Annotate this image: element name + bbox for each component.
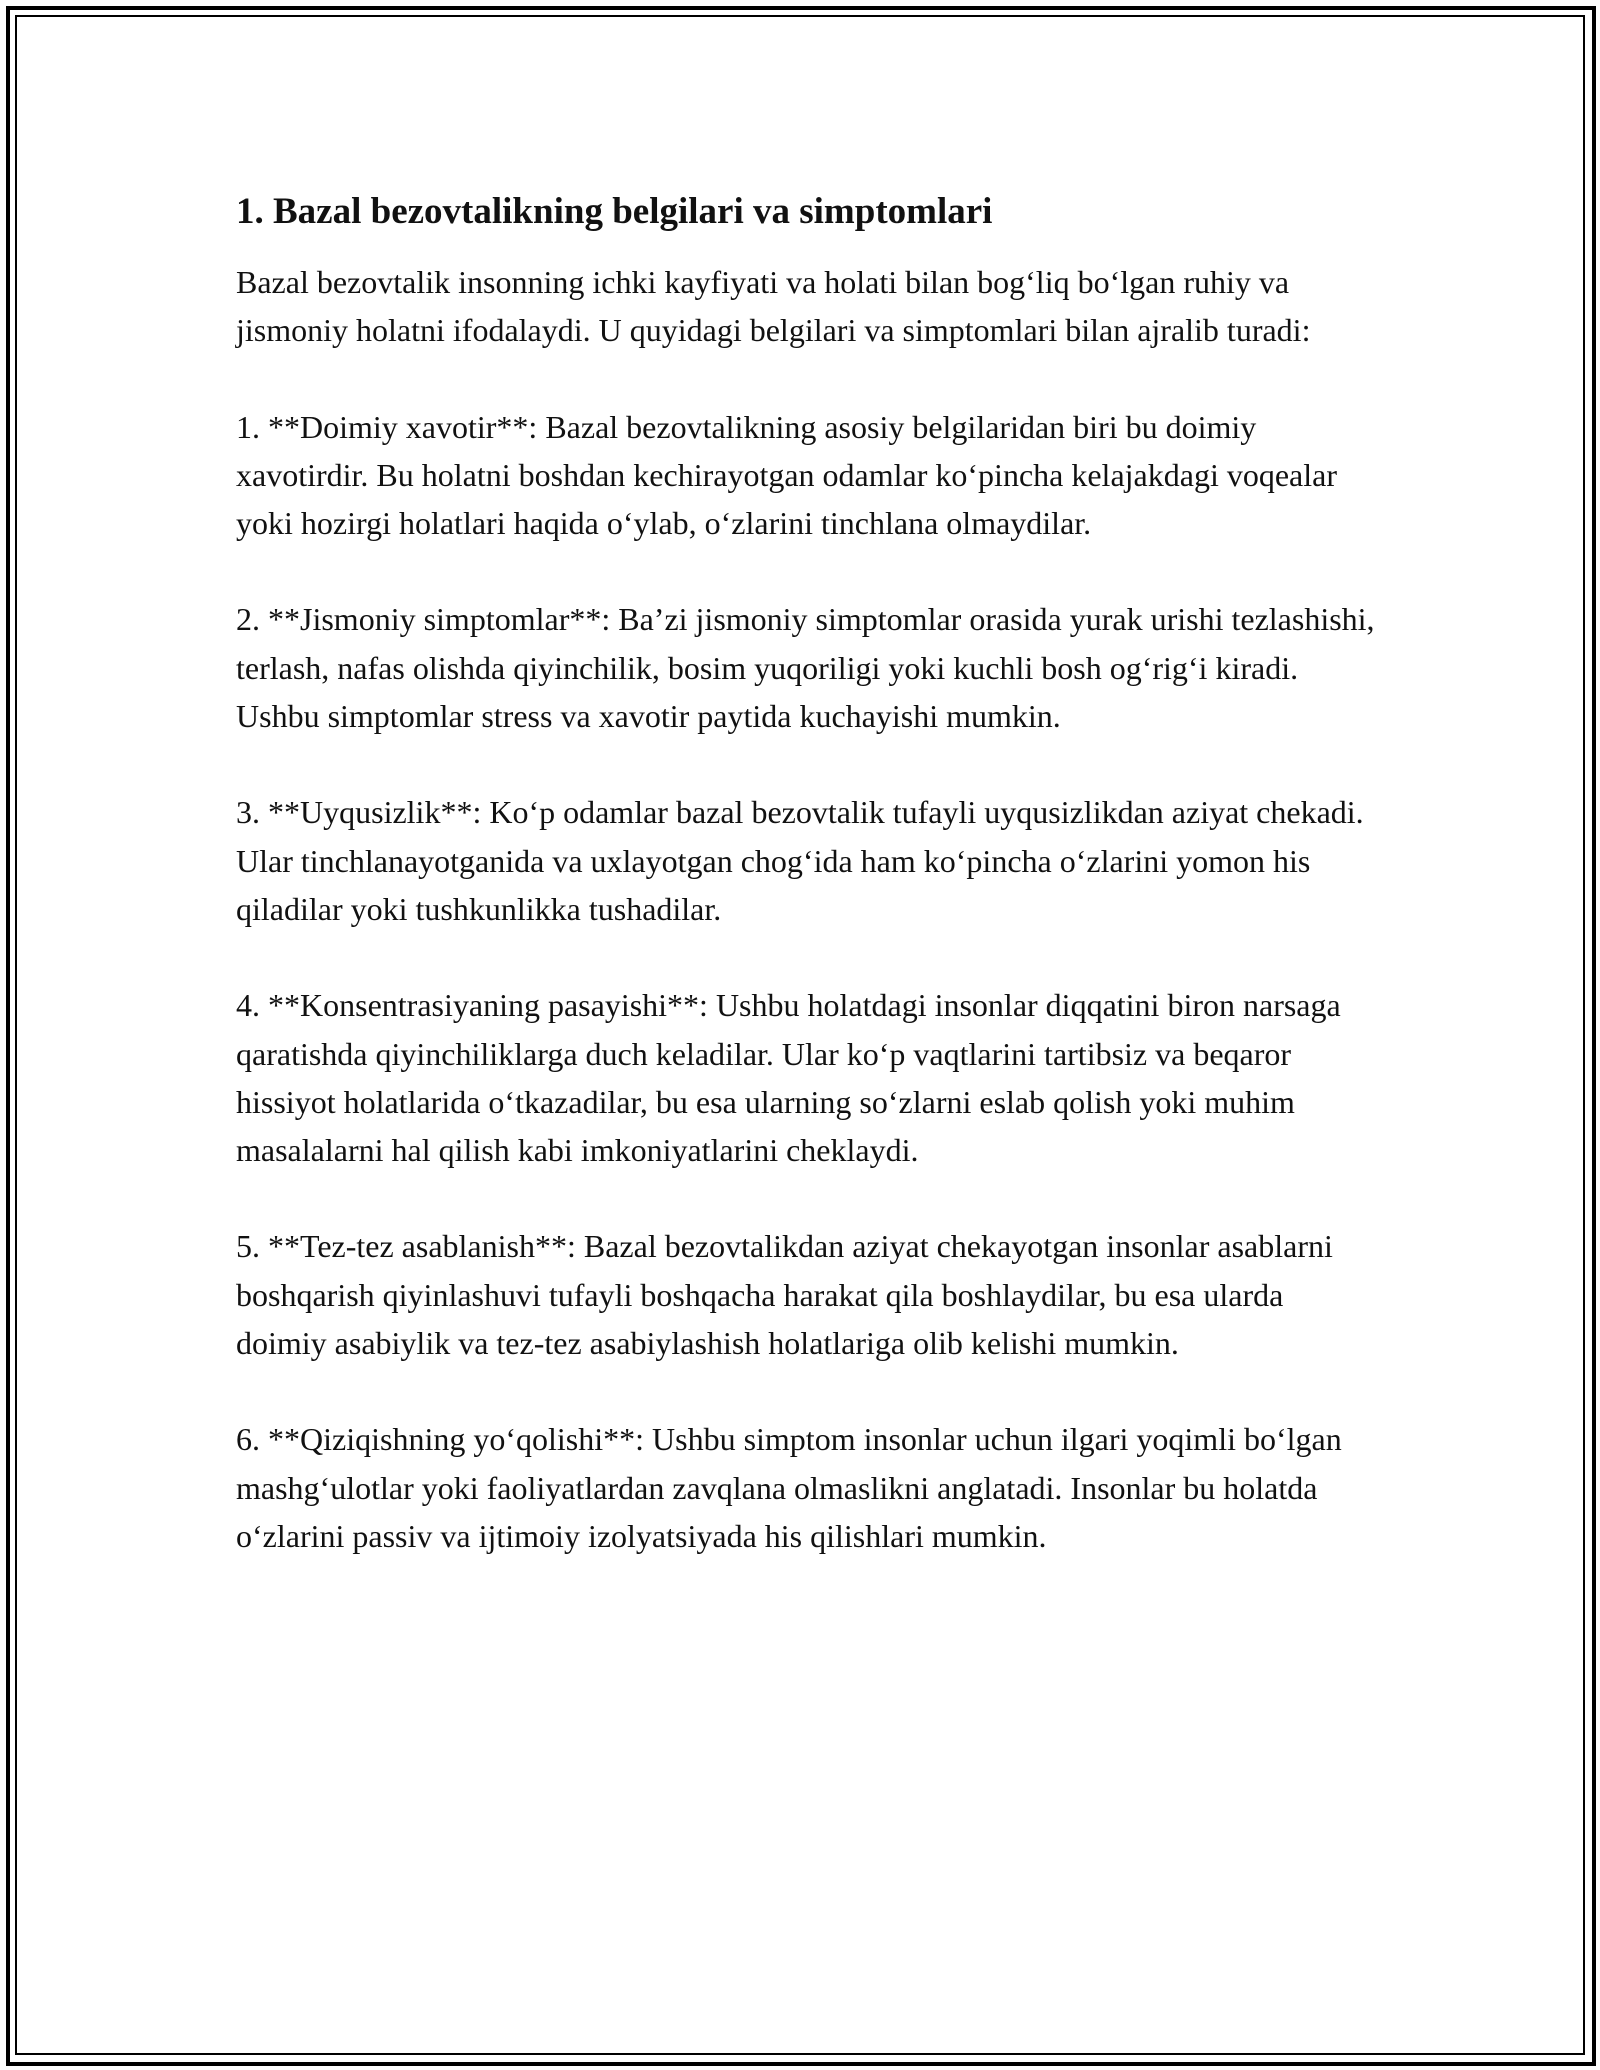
list-item-konsentrasiya: 4. **Konsentrasiyaning pasayishi**: Ushbu holatdagi insonlar diqqatini biron narsaga qaratishda qiyinchiliklarga duch keladilar. Ular ko‘p vaqtlarini tartibsiz va beqaror hissiyot holatlarida o‘tkazadilar, bu esa ularning so‘zlarni eslab qolish yoki muhim masalalarni hal qilish kabi imkoniyatlarini cheklaydi. — [236, 987, 1341, 1169]
list-item-jismoniy-simptomlar: 2. **Jismoniy simptomlar**: Ba’zi jismoniy simptomlar orasida yurak urishi tezlashishi, terlash, nafas olishda qiyinchilik, bosim yuqoriligi yoki kuchli bosh og‘rig‘i kiradi. Ushbu simptomlar stress va xavotir paytida kuchayishi mumkin. — [236, 601, 1375, 735]
list-item-doimiy-xavotir: 1. **Doimiy xavotir**: Bazal bezovtalikning asosiy belgilaridan biri bu doimiy xavotirdir. Bu holatni boshdan kechirayotgan odamlar ko‘pincha kelajakdagi voqealar yoki hozirgi holatlari haqida o‘ylab, o‘zlarini tinchlana olmaydilar. — [236, 408, 1337, 542]
list-item-qiziqish: 6. **Qiziqishning yo‘qolishi**: Ushbu simptom insonlar uchun ilgari yoqimli bo‘lgan mashg‘ulotlar yoki faoliyatlardan zavqlana olmaslikni anglatadi. Insonlar bu holatda o‘zlarini passiv va ijtimoiy izolyatsiyada his qilishlari mumkin. — [236, 1421, 1342, 1554]
list-item-asablanish: 5. **Tez-tez asablanish**: Bazal bezovtalikdan aziyat chekayotgan insonlar asablarni boshqarish qiyinlashuvi tufayli boshqacha harakat qila boshlaydilar, bu esa ularda doimiy asabiylik va tez-tez asabiylashish holatlariga olib kelishi mumkin. — [236, 1228, 1333, 1362]
intro-paragraph: Bazal bezovtalik insonning ichki kayfiyati va holati bilan bog‘liq bo‘lgan ruhiy va jismoniy holatni ifodalaydi. U quyidagi belgilari va simptomlari bilan ajralib turadi: — [236, 264, 1311, 349]
section-heading: 1. Bazal bezovtalikning belgilari va simptomlari — [236, 191, 993, 232]
document-body — [236, 188, 1376, 1608]
list-item-uyqusizlik: 3. **Uyqusizlik**: Ko‘p odamlar bazal bezovtalik tufayli uyqusizlikdan aziyat chekadi. Ular tinchlanayotganida va uxlayotgan chog‘ida ham ko‘pincha o‘zlarini yomon his qiladilar yoki tushkunlikka tushadilar. — [236, 794, 1364, 927]
